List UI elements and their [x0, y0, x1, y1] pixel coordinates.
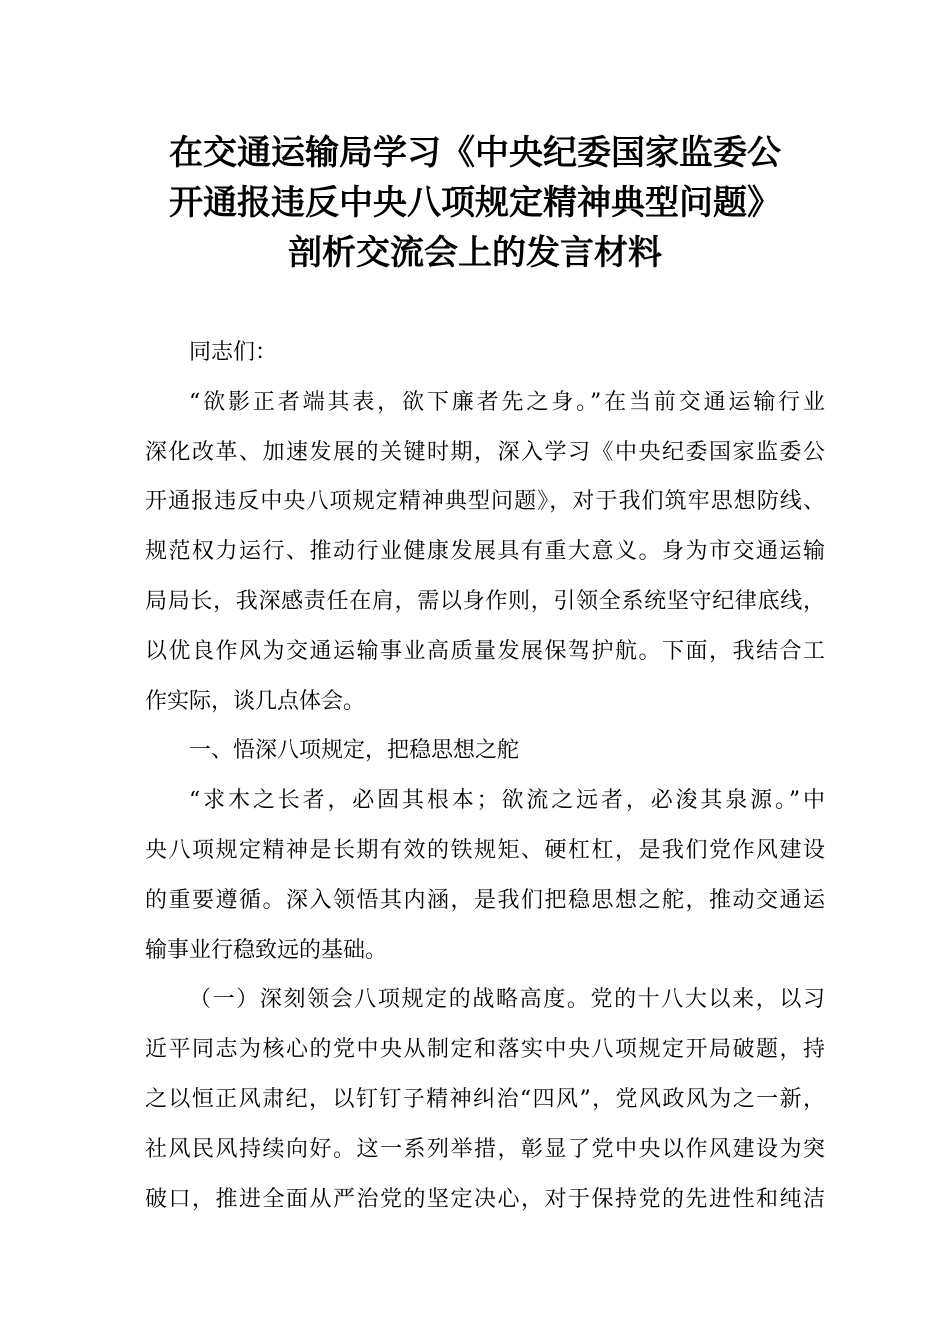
salutation: 同志们： [189, 340, 278, 365]
section-heading: 一、悟深八项规定，把稳思想之舵 [189, 738, 520, 764]
title-line-1: 在交通运输局学习《中央纪委国家监委公 [169, 133, 781, 173]
paragraph-line: 破口，推进全面从严治党的坚定决心，对于保持党的先进性和纯洁 [145, 1186, 825, 1212]
paragraph-line: 以优良作风为交通运输事业高质量发展保驾护航。下面，我结合工 [145, 638, 825, 664]
paragraph-line: “欲影正者端其表，欲下廉者先之身。”在当前交通运输行业 [189, 389, 825, 415]
paragraph-line: 社风民风持续向好。这一系列举措，彰显了党中央以作风建设为突 [145, 1136, 825, 1162]
paragraph-line: 的重要遵循。深入领悟其内涵，是我们把稳思想之舵，推动交通运 [145, 887, 825, 913]
paragraph-line: “求木之长者，必固其根本；欲流之远者，必浚其泉源。”中 [189, 788, 825, 814]
paragraph-line: 开通报违反中央八项规定精神典型问题》，对于我们筑牢思想防线、 [145, 489, 825, 515]
document-body [145, 328, 825, 1224]
paragraph-line: 深化改革、加速发展的关键时期，深入学习《中央纪委国家监委公 [145, 439, 825, 465]
title-line-2: 开通报违反中央八项规定精神典型问题》 [169, 183, 781, 223]
paragraph-line: 输事业行稳致远的基础。 [145, 937, 388, 963]
paragraph-line: 央八项规定精神是长期有效的铁规矩、硬杠杠，是我们党作风建设 [145, 837, 825, 863]
paragraph-line: 之以恒正风肃纪，以钉钉子精神纠治“四风”，党风政风为之一新， [145, 1086, 825, 1112]
subsection-line: （一）深刻领会八项规定的战略高度。党的十八大以来，以习 [189, 987, 825, 1013]
paragraph-line: 规范权力运行、推动行业健康发展具有重大意义。身为市交通运输 [145, 539, 825, 565]
document-title [120, 128, 830, 278]
paragraph-line: 作实际，谈几点体会。 [145, 688, 366, 714]
paragraph-line: 局局长，我深感责任在肩，需以身作则，引领全系统坚守纪律底线， [145, 588, 825, 614]
paragraph-line: 近平同志为核心的党中央从制定和落实中央八项规定开局破题，持 [145, 1037, 825, 1063]
title-line-3: 剖析交流会上的发言材料 [288, 233, 662, 273]
